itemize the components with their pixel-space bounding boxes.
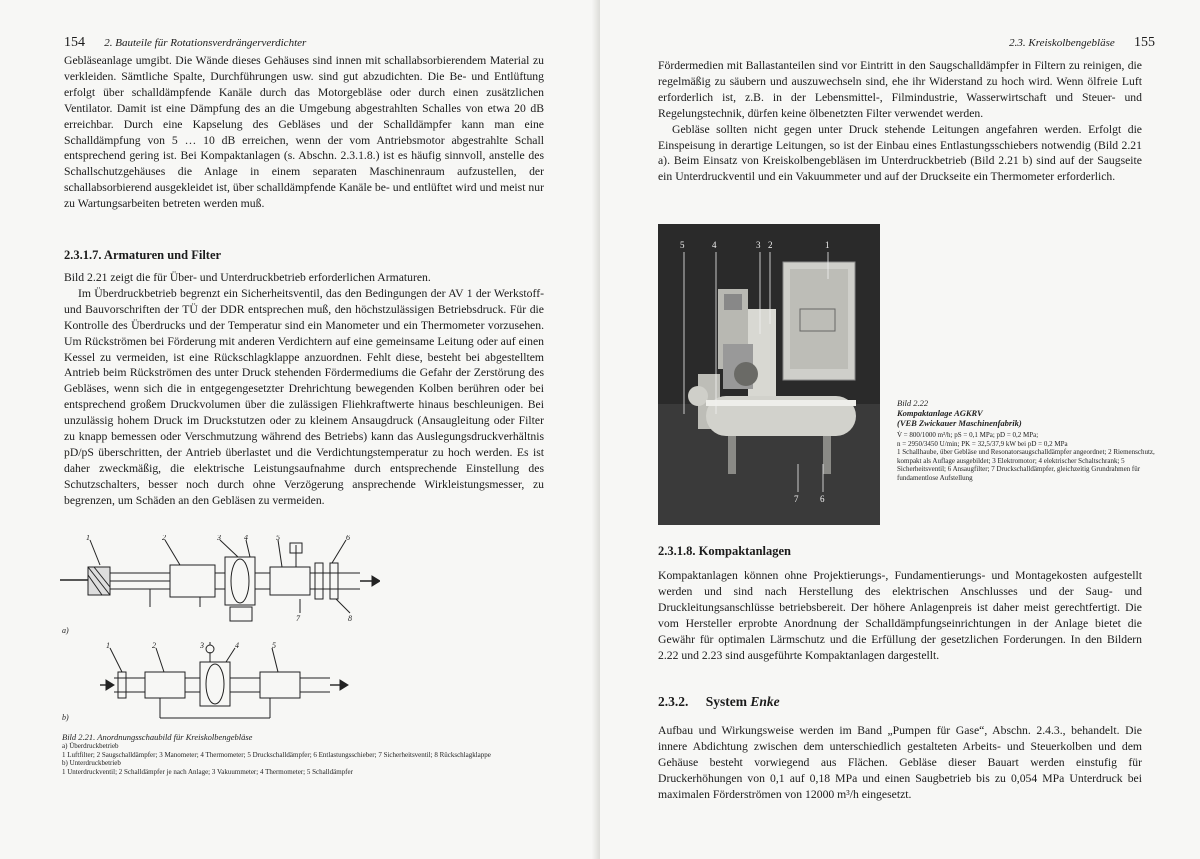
right-para-1: Fördermedien mit Ballastanteilen sind vor Eintritt in den Saugschalldämpfer in Filtern zu reinigen, die regelmäßig zu säubern und auszuwechseln sind, ehe ihr Widerstand zu hoch wird. Wenn ölfreie Luft erforderlich ist, z.B. in der Lebensmittel-, Filmindustrie, Wasserwirtschaft und Steuer- und Regelungstechnik, dürfen keine ölbenetzten Filter verwendet werden. [658, 59, 1142, 120]
right-para-3: Kompaktanlagen können ohne Projektierungs-, Fundamentierungs- und Montagekosten aufgestellt werden und sind nach Herstellung des elektrischen Anschlusses und der Saug- und Druckleitungsanschlüsse betriebsbereit. Der höhere Anlagenpreis ist daher meist gerechtfertigt. Die vom Hersteller erprobte Anordnung der Schalldämpfungseinrichtungen in der Anlage bietet die Gewähr für optimalen Lärmschutz und die Erfüllung der gesetzlichen Forderungen. In den Bildern 2.22 und 2.23 sind ausgeführte Kompaktanlagen dargestellt. [658, 569, 1142, 662]
left-para-2: Bild 2.21 zeigt die für Über- und Unterdruckbetrieb erforderlichen Armaturen. [64, 271, 431, 284]
diagram-b-label-2: 2 [152, 641, 156, 650]
diagram-a-label-1: 1 [86, 535, 90, 542]
figure-2-21-caption [62, 732, 542, 776]
photo-label-1: 1 [825, 240, 830, 250]
diagram-a-label-8: 8 [348, 614, 352, 623]
right-running-head-title: 2.3. Kreiskolbengebläse [1009, 37, 1115, 49]
figure-2-21-b-text: 1 Unterdruckventil; 2 Schalldämpfer je nach Anlage; 3 Vakuummeter; 4 Thermometer; 5 Schalldämpfer [62, 767, 353, 776]
heading-232-number: 2.3.2. [658, 694, 689, 709]
right-para-4: Aufbau und Wirkungsweise werden im Band „Pumpen für Gase“, Abschn. 2.4.3., behandelt. Die innere Abdichtung zwischen dem unterschiedlich gestalteten Arbeits- und Steuerkolben und dem Gehäuse besteht vorwiegend aus Flächen. Gebläse dieser Bauart werden einstufig für Druckerhöhungen von 0,1 auf 0,18 MPa und einen Saugbetrieb bis zu 0,054 MPa Unterdruck bei maximalen Förderströmen von 12000 m³/h eingesetzt. [658, 724, 1142, 801]
left-text-block-1 [64, 53, 544, 212]
photo-label-7: 7 [794, 494, 799, 504]
diagram-a-label-4: 4 [244, 535, 248, 542]
diagram-a-label-2: 2 [162, 535, 166, 542]
left-running-header [64, 34, 306, 51]
photo-label-3: 3 [756, 240, 761, 250]
diagram-b-label-4: 4 [235, 641, 239, 650]
arrangement-diagram-b [60, 640, 360, 725]
left-para-1: Gebläseanlage umgibt. Die Wände dieses Gehäuses sind innen mit schallabsorbierendem Material zu verkleiden. Sämtliche Spalte, Durchführungen usw. sind gut abzudichten. Die Be- und Entlüftung erfolgt über schalldämpfende Kanäle durch das Motorgebläse oder durch einen zusätzlichen Ventilator. Damit ist eine Dämpfung des an die Umgebung abgestrahlten Schalles von etwa 20 dB erreichbar. Durch eine Kapselung des Gebläses und der Schalldämpfer kann man eine Schalldämpfung von 5 … 10 dB erreichen, wenn der vom Antriebsmotor abgestrahlte Schall entsprechend gering ist. Bei Kompaktanlagen (s. Abschn. 2.3.1.8.) ist es häufig sinnvoll, anstelle des Schallschutzgehäuses die Anlage in einem separaten Maschinenraum aufzustellen, der schallabsorbierend ausgekleidet ist, über schalldämpfende Kanäle be- und entlüftet wird und meist nur zu Wartungsarbeiten betreten werden muß. [64, 54, 544, 211]
diagram-b-label-5: 5 [272, 641, 276, 650]
right-text-block-2 [658, 568, 1142, 663]
photo-label-5: 5 [680, 240, 685, 250]
right-page-number: 155 [1134, 35, 1155, 50]
figure-2-22-specs-2: n = 2950/3450 U/min; PK = 32,5/37,9 kW bei pD = 0,2 MPa [897, 439, 1068, 448]
photo-label-6: 6 [820, 494, 825, 504]
figure-2-22-legend: 1 Schallhaube, über Gebläse und Resonatorsaugschalldämpfer angeordnet; 2 Riemenschutz, kompakt als Auflage ausgebildet; 3 Elektromotor; 4 elektrischer Schaltschrank; 5 Sicherheitsventil; 6 Ansaugfilter; 7 Druckschalldämpfer, gleichzeitig Grundrahmen für fundamentlose Aufstellung [897, 448, 1155, 482]
diagram-b-label-3: 3 [200, 641, 204, 650]
figure-2-21-a-text: 1 Luftfilter; 2 Saugschalldämpfer; 3 Manometer; 4 Thermometer; 5 Druckschalldämpfer; 6 Entlastungsschieber; 7 Sicherheitsventil; 8 Rückschlagklappe [62, 750, 491, 759]
figure-2-22-caption [897, 398, 1162, 483]
left-running-head-title: 2. Bauteile für Rotationsverdrängerverdichter [104, 37, 307, 49]
heading-232-name: Enke [750, 694, 780, 709]
left-page [0, 0, 598, 859]
heading-232-prefix: System [705, 694, 751, 709]
figure-2-22-title: Kompaktanlage AGKRV [897, 408, 983, 418]
right-para-2: Gebläse sollten nicht gegen unter Druck stehende Leitungen angefahren werden. Erfolgt die Einspeisung in derartige Leitungen, so ist der Einbau eines Entlastungsschiebers notwendig (Bild 2.21 a). Beim Einsatz von Kreiskolbengebläsen im Unterdruckbetrieb (Bild 2.21 b) sind auf der Saugseite ein Unterdruckventil und ein Vakuummeter und auf der Druckseite ein Thermometer erforderlich. [658, 122, 1142, 184]
left-text-block-2 [64, 270, 544, 509]
arrangement-diagram-a [60, 535, 380, 645]
photo-label-4: 4 [712, 240, 717, 250]
diagram-b-tag: b) [62, 713, 69, 722]
figure-2-22-specs-1: V̇ = 800/1000 m³/h; pS = 0,1 MPa; pD = 0,2 MPa; [897, 431, 1039, 439]
diagram-a-label-3: 3 [217, 535, 221, 542]
heading-232 [658, 694, 780, 710]
heading-2318: 2.3.1.8. Kompaktanlagen [658, 544, 792, 558]
right-running-header [1009, 34, 1155, 51]
heading-2317: 2.3.1.7. Armaturen und Filter [64, 248, 222, 262]
photo-label-2: 2 [768, 240, 773, 250]
figure-2-22-manufacturer: (VEB Zwickauer Maschinenfabrik) [897, 418, 1022, 428]
figure-2-21-a-head: a) Überdruckbetrieb [62, 742, 119, 750]
left-page-number: 154 [64, 35, 85, 50]
diagram-a-label-5: 5 [276, 535, 280, 542]
left-para-3: Im Überdruckbetrieb begrenzt ein Sicherheitsventil, das den Bedingungen der AV 1 der Werkstoff- und Bauvorschriften der TÜ der DDR entsprechen muß, den höchstzulässigen Betriebsdruck. Für die Kontrolle des Überdrucks und der Temperatur sind ein Manometer und ein Thermometer vorzusehen. Um Rückströmen bei Förderung mit anderen Verdichtern auf eine gemeinsame Leitung oder auf einen Kessel zu vermeiden, ist eine Rückschlagklappe anzuordnen. Fehlt diese, besteht bei abgestelltem Antrieb beim Rückströmen des unter Druck stehenden Fördermediums die Gefahr der Zerstörung des Gebläses, wenn sich die in entgegengesetzter Drehrichtung bewegenden Kolben berühren oder bei entsprechend großem Druckvolumen über die zulässigen Fliehkraftwerte hinaus beschleunigen. Bei unzulässig hohem Druck im Druckstutzen oder zu kleinem Ansaugdruck (Ansaugleitung oder Filter zu knapp bemessen oder Verschmutzung während des Betriebs) kann das Auslegungsdruckverhältnis pD/pS überschritten, der Antrieb überlastet und die Verdichtungstemperatur zu hoch werden. Es ist daher zweckmäßig, die elektrische Leistungsaufnahme durch entsprechende Einstellung des Schutzschalters, besser noch durch ohne Verzögerung ansprechende Wirkleistungsmesser, zu begrenzen, um Schäden an den Gebläsen zu vermeiden. [64, 286, 544, 507]
diagram-b-label-1: 1 [106, 641, 110, 650]
compact-unit-photo [658, 224, 880, 525]
diagram-a-tag: a) [62, 626, 69, 635]
right-text-block-3 [658, 723, 1142, 803]
figure-2-21-b-head: b) Unterdruckbetrieb [62, 759, 121, 768]
diagram-a-label-6: 6 [346, 535, 350, 542]
right-text-block-1 [658, 58, 1142, 185]
figure-2-21-title: Bild 2.21. Anordnungsschaubild für Kreiskolbengebläse [62, 732, 253, 742]
figure-2-22-number: Bild 2.22 [897, 398, 929, 408]
diagram-a-label-7: 7 [296, 614, 300, 623]
